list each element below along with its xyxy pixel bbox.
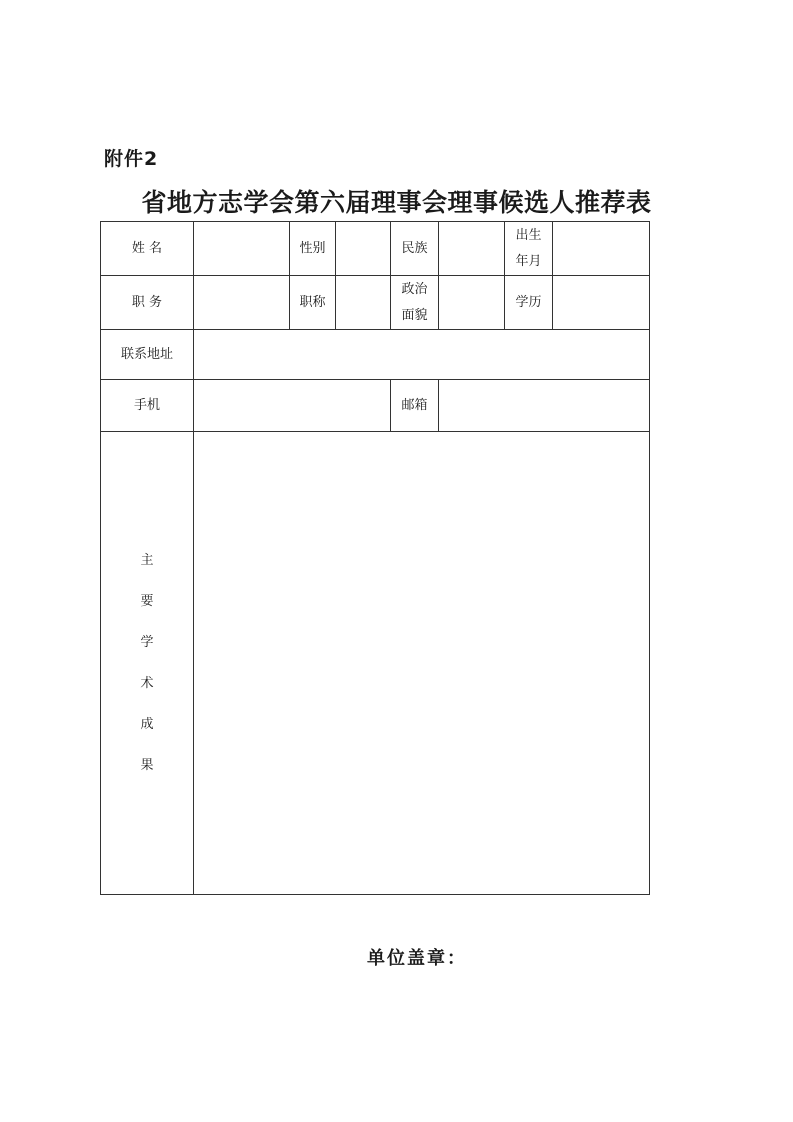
- achievements-label-char: 主: [140, 553, 154, 568]
- professional-title-label: 职称: [290, 276, 336, 330]
- address-field[interactable]: [194, 330, 650, 380]
- form-title: 省地方志学会第六届理事会理事候选人推荐表: [141, 188, 652, 217]
- achievements-label: [101, 432, 194, 895]
- gender-field[interactable]: [336, 222, 391, 276]
- achievements-field[interactable]: [194, 432, 650, 895]
- professional-title-field[interactable]: [336, 276, 391, 330]
- ethnicity-field[interactable]: [439, 222, 505, 276]
- education-label: 学历: [505, 276, 553, 330]
- birth-date-field[interactable]: [553, 222, 650, 276]
- gender-label: 性别: [290, 222, 336, 276]
- achievements-label-char: 术: [140, 676, 154, 691]
- birth-date-label: [505, 222, 553, 276]
- political-status-label-line1: 政治: [401, 281, 428, 297]
- table-row: [101, 380, 650, 432]
- name-field[interactable]: [194, 222, 290, 276]
- email-label: 邮箱: [391, 380, 439, 432]
- attachment-label: 附件2: [104, 148, 159, 170]
- education-field[interactable]: [553, 276, 650, 330]
- achievements-label-char: 学: [140, 635, 154, 650]
- email-field[interactable]: [439, 380, 650, 432]
- recommendation-form-table: [100, 221, 650, 895]
- political-status-label: [391, 276, 439, 330]
- phone-field[interactable]: [194, 380, 391, 432]
- political-status-field[interactable]: [439, 276, 505, 330]
- table-row: [101, 276, 650, 330]
- position-label: 职 务: [101, 276, 194, 330]
- achievements-label-char: 成: [140, 717, 154, 732]
- achievements-label-char: 要: [140, 594, 154, 609]
- achievements-label-char: 果: [140, 758, 154, 773]
- address-label: 联系地址: [101, 330, 194, 380]
- political-status-label-line2: 面貌: [401, 307, 428, 323]
- ethnicity-label: 民族: [391, 222, 439, 276]
- birth-date-label-line2: 年月: [515, 253, 542, 269]
- birth-date-label-line1: 出生: [515, 227, 542, 243]
- name-label: 姓 名: [101, 222, 194, 276]
- table-row: [101, 432, 650, 895]
- table-row: [101, 330, 650, 380]
- table-row: [101, 222, 650, 276]
- position-field[interactable]: [194, 276, 290, 330]
- unit-seal-label: 单位盖章：: [367, 948, 467, 969]
- phone-label: 手机: [101, 380, 194, 432]
